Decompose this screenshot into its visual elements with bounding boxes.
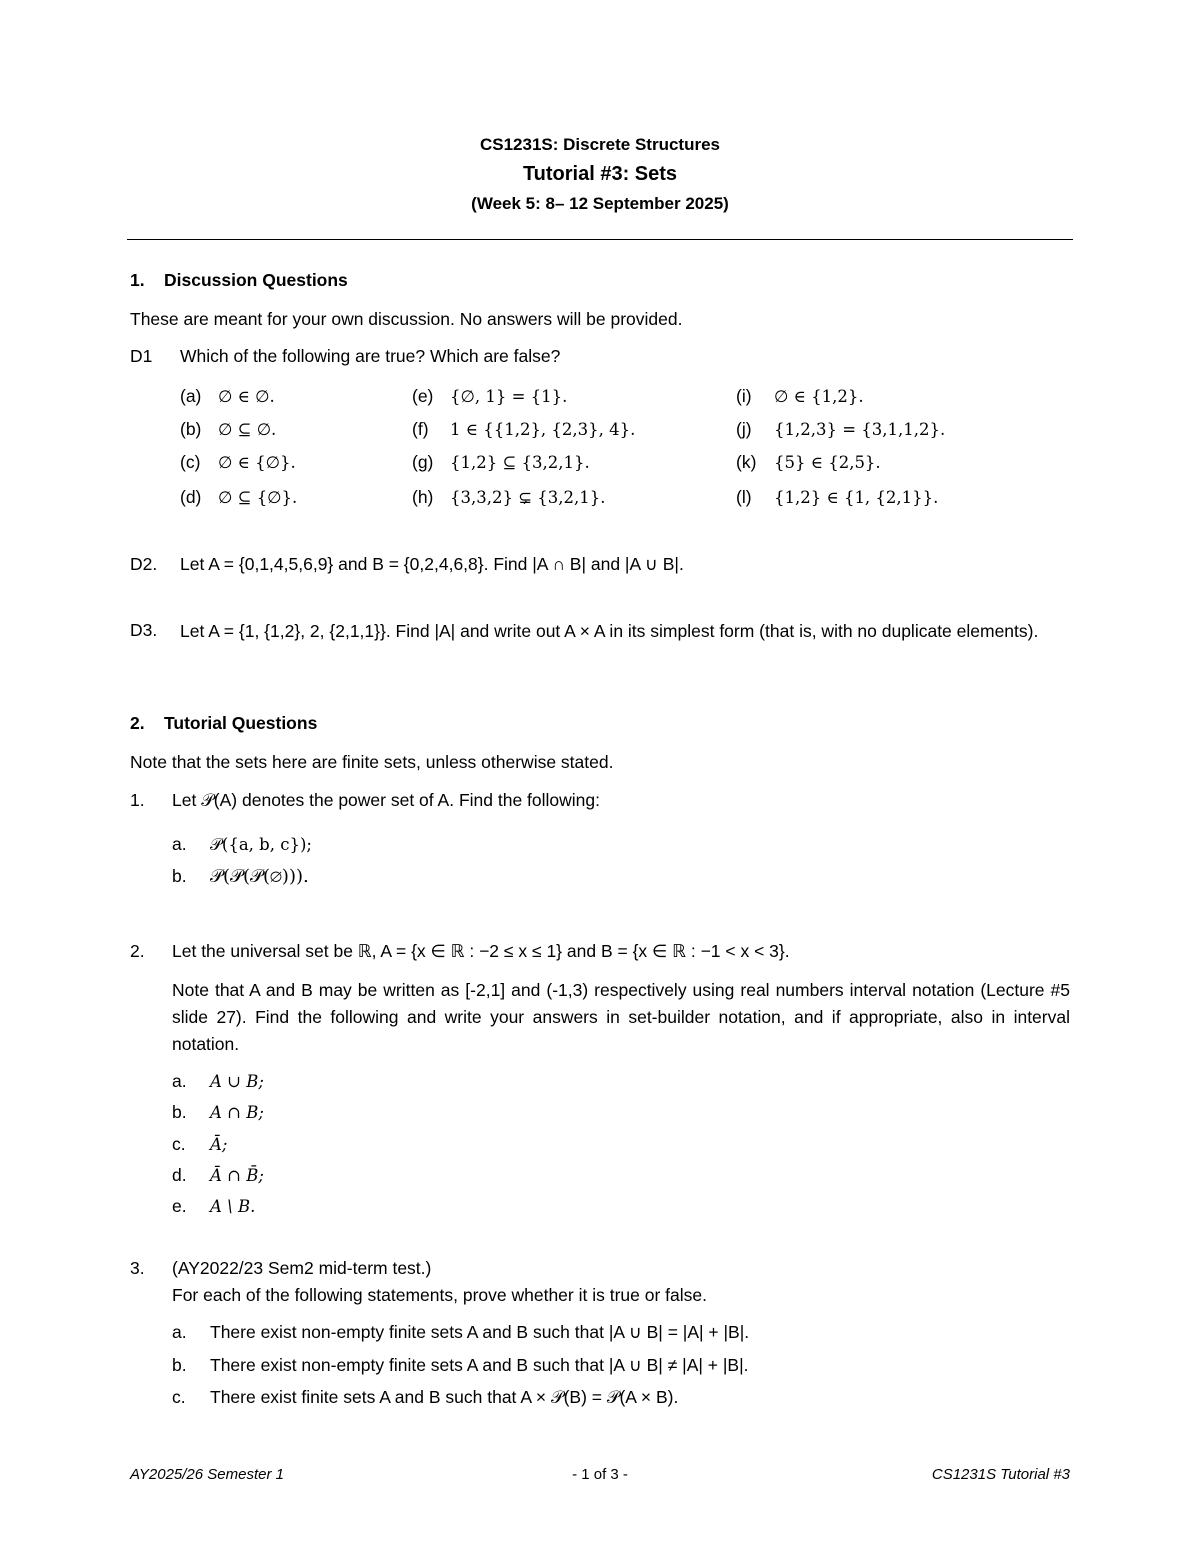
q2-item: d. Ā ∩ B̄; (172, 1165, 264, 1185)
section-1-heading (130, 270, 348, 291)
section-2-intro: Note that the sets here are finite sets, unless otherwise stated. (130, 752, 614, 772)
d1-item: (l) {1,2} ∈ {1, {2,1}}. (736, 487, 939, 507)
question-d1 (130, 346, 560, 367)
question-d3-text: Let A = {1, {1,2}, 2, {2,1,1}}. Find |A| and write out A × A in its simplest form (that is, with no duplicate elements). (180, 621, 1039, 641)
question-2 (130, 941, 790, 962)
question-1 (130, 790, 600, 811)
d1-item: (e) {∅, 1} = {1}. (412, 386, 568, 406)
d1-item: (a) ∅ ∈ ∅. (180, 386, 275, 406)
q2-item: a. A ∪ B; (172, 1071, 264, 1091)
question-d2 (130, 554, 684, 575)
question-label: 1. (130, 790, 145, 810)
d1-item: (k) {5} ∈ {2,5}. (736, 452, 881, 472)
d1-item: (g) {1,2} ⊆ {3,2,1}. (412, 452, 590, 472)
d1-item: (i) ∅ ∈ {1,2}. (736, 386, 864, 406)
section-number: 2. (130, 713, 145, 733)
question-label: 3. (130, 1258, 145, 1278)
question-label: D2. (130, 554, 158, 574)
question-text: Which of the following are true? Which are false? (180, 346, 561, 366)
question-2-note: Note that A and B may be written as [-2,1] and (-1,3) respectively using real numbers interval notation (Lecture #5 slide 27). Find the following and write your answers in set-builder notation, and if appropriate, also in interval notation. (172, 980, 1070, 1054)
document-header (0, 133, 1200, 217)
q3-item: a. There exist non-empty finite sets A and B such that |A ∪ B| = |A| + |B|. (172, 1322, 750, 1342)
question-label: 2. (130, 941, 145, 961)
question-d3-label: D3. (130, 620, 158, 640)
q1-item: b. 𝒫(𝒫(𝒫(∅))). (172, 866, 309, 887)
question-text: Let A = {0,1,4,5,6,9} and B = {0,2,4,6,8}. Find |A ∩ B| and |A ∪ B|. (180, 554, 684, 574)
week-dates: (Week 5: 8– 12 September 2025) (471, 194, 729, 213)
footer-page-number: - 1 of 3 - (572, 1466, 628, 1483)
question-label: D1 (130, 346, 153, 366)
d1-item: (d) ∅ ⊆ {∅}. (180, 487, 298, 507)
d1-item: (h) {3,3,2} ⊊ {3,2,1}. (412, 487, 606, 507)
question-source: (AY2022/23 Sem2 mid-term test.) (172, 1258, 432, 1278)
course-title: CS1231S: Discrete Structures (479, 135, 720, 154)
q3-item: c. There exist finite sets A and B such that A × 𝒫(B) = 𝒫(A × B). (172, 1387, 679, 1407)
footer-semester: AY2025/26 Semester 1 (130, 1466, 284, 1483)
q2-item: b. A ∩ B; (172, 1102, 264, 1122)
section-title: Discussion Questions (164, 270, 348, 290)
footer-course-tutorial: CS1231S Tutorial #3 (931, 1466, 1070, 1483)
d1-item: (f) 1 ∈ {{1,2}, {2,3}, 4}. (412, 419, 636, 439)
section-2-heading (130, 713, 317, 734)
d1-item: (b) ∅ ⊆ ∅. (180, 419, 277, 439)
section-1-intro: These are meant for your own discussion. No answers will be provided. (130, 309, 683, 329)
question-text: Let the universal set be ℝ, A = {x ∈ ℝ : −2 ≤ x ≤ 1} and B = {x ∈ ℝ : −1 < x < 3}. (172, 941, 790, 961)
header-divider (127, 239, 1073, 240)
q3-item: b. There exist non-empty finite sets A and B such that |A ∪ B| ≠ |A| + |B|. (172, 1355, 749, 1375)
tutorial-title: Tutorial #3: Sets (522, 163, 678, 185)
q2-item: c. Ā; (172, 1134, 228, 1154)
q2-item: e. A \ B. (172, 1196, 256, 1216)
question-text: Let 𝒫(A) denotes the power set of A. Find the following: (172, 790, 600, 810)
question-3-text: For each of the following statements, prove whether it is true or false. (172, 1285, 707, 1305)
question-3 (130, 1258, 431, 1279)
d1-item: (c) ∅ ∈ {∅}. (180, 452, 296, 472)
section-number: 1. (130, 270, 145, 290)
section-title: Tutorial Questions (164, 713, 318, 733)
d1-item: (j) {1,2,3} = {3,1,1,2}. (736, 419, 946, 439)
q1-item: a. 𝒫({a, b, c}); (172, 834, 312, 854)
